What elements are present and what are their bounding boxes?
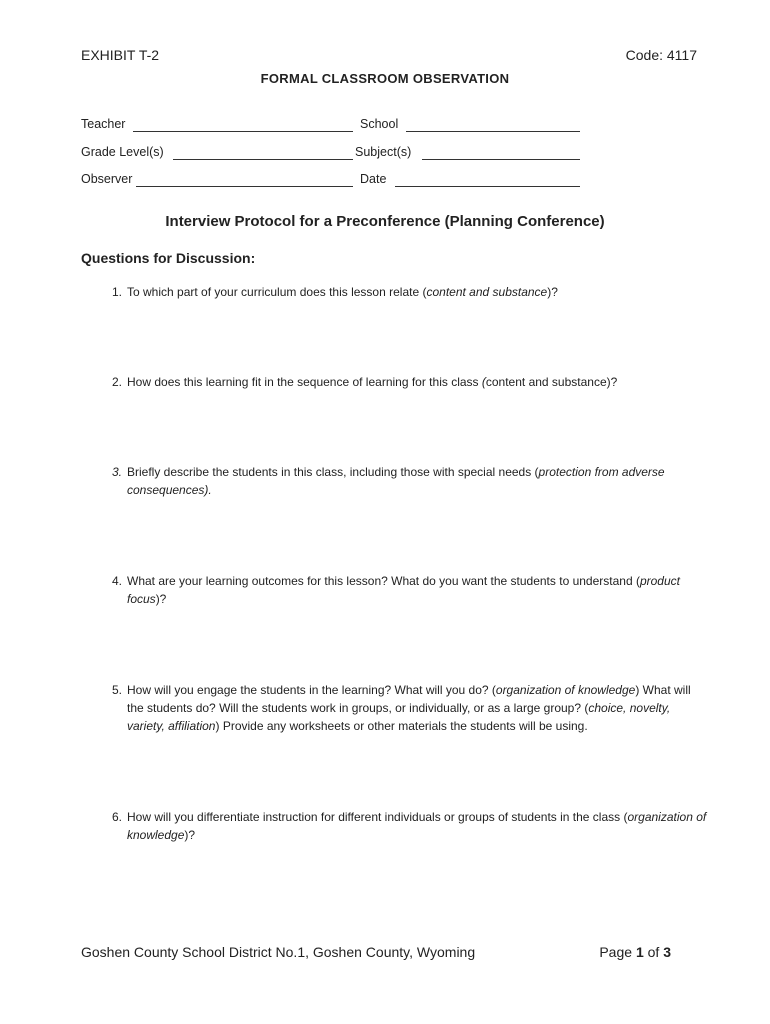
teacher-field[interactable] (133, 131, 353, 132)
question-5: 5. How will you engage the students in the learning? What will you do? (organization of knowledge) What will the students do? Will the students work in groups, or individually, or as a large group? (choice, novelty, variety, affiliation) Provide any worksheets or other materials the students will be using. (100, 681, 710, 735)
question-3: 3. Briefly describe the students in this class, including those with special needs (protection from adverse consequences). (100, 463, 710, 499)
exhibit-label: EXHIBIT T-2 (81, 47, 160, 63)
grade-level-label: Grade Level(s) (81, 145, 164, 159)
question-6: 6. How will you differentiate instruction for different individuals or groups of students in the class (organization of knowledge)? (100, 808, 710, 844)
question-number: 1. (111, 285, 122, 299)
form-title: FORMAL CLASSROOM OBSERVATION (260, 71, 510, 86)
question-number: 4. (111, 574, 122, 588)
date-label: Date (360, 172, 387, 186)
teacher-label: Teacher (81, 117, 126, 131)
protocol-heading: Interview Protocol for a Preconference (Planning Conference) (165, 213, 605, 230)
question-4: 4. What are your learning outcomes for this lesson? What do you want the students to understand (product focus)? (100, 572, 710, 608)
question-number: 2. (111, 375, 122, 389)
subject-label: Subject(s) (355, 145, 412, 159)
observer-field[interactable] (136, 186, 353, 187)
question-number: 3. (111, 465, 122, 479)
question-number: 5. (111, 683, 122, 697)
question-1: 1. To which part of your curriculum does this lesson relate (content and substance)? (100, 283, 710, 301)
date-field[interactable] (395, 186, 580, 187)
question-2: 2. How does this learning fit in the sequence of learning for this class (content and substance)? (100, 373, 710, 391)
observer-label: Observer (81, 172, 133, 186)
questions-heading: Questions for Discussion: (81, 250, 256, 266)
subject-field[interactable] (422, 159, 580, 160)
question-number: 6. (111, 810, 122, 824)
school-field[interactable] (406, 131, 580, 132)
school-label: School (360, 117, 399, 131)
footer-page-number: Page 1 of 3 (599, 944, 671, 960)
grade-level-field[interactable] (173, 159, 353, 160)
code-label: Code: 4117 (625, 47, 697, 63)
footer-district: Goshen County School District No.1, Goshen County, Wyoming (81, 944, 476, 960)
